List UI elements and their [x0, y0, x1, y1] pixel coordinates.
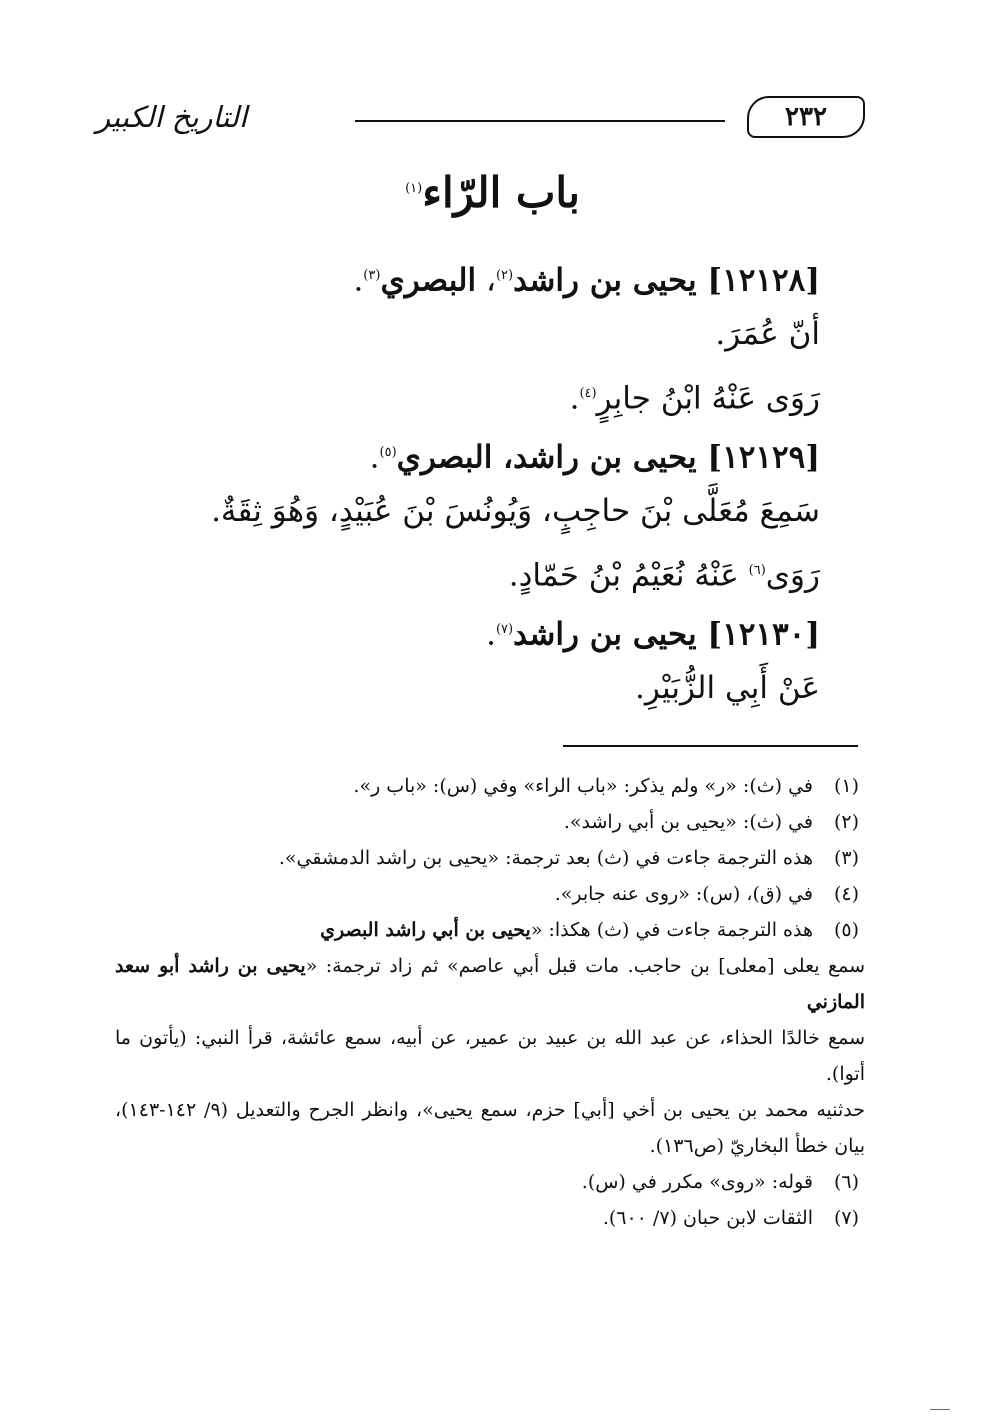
text-segment: سَمِعَ مُعَلَّى بْنَ حاجِبٍ، وَيُونُسَ بْنَ عُبَيْدٍ، وَهُوَ ثِقَةٌ. — [211, 493, 820, 529]
main-text — [140, 246, 820, 718]
page-bottom-mark — [930, 1409, 950, 1410]
footnote-text: الثقات لابن حبان (٧/ ٦٠٠). — [602, 1207, 813, 1229]
person-name: يحيى بن راشد، البصري — [396, 439, 697, 476]
header-rule — [355, 120, 725, 122]
footnote-text: قوله: «روى» مكرر في (س). — [581, 1171, 813, 1193]
book-title: التاريخ الكبير — [96, 100, 247, 134]
person-name: البصري — [380, 262, 477, 299]
footnote-4 — [115, 876, 865, 912]
text-segment: ، — [476, 262, 496, 299]
footnote-text — [115, 912, 813, 948]
footnote-number: (٦) — [833, 1171, 859, 1193]
footnote-2 — [115, 804, 865, 840]
chapter-title-text: باب الرّاء — [422, 168, 580, 217]
person-name: يحيى بن راشد — [513, 616, 697, 653]
footnote-number: (٤) — [833, 883, 859, 905]
chapter-title — [0, 168, 985, 217]
person-name: يحيى بن راشد — [513, 262, 697, 299]
footnote-number: (١) — [833, 775, 859, 797]
footnote-5-paragraph-1 — [115, 948, 865, 1020]
text-line — [140, 423, 820, 482]
text-segment: رَوَى — [765, 557, 820, 594]
text-segment: . — [569, 380, 580, 417]
text-segment: . — [353, 262, 364, 299]
chapter-title-footnote-ref: (١) — [405, 181, 423, 196]
footnote-6 — [115, 1164, 865, 1200]
text-line — [140, 541, 820, 600]
entry-number: [١٢١٢٩] — [696, 439, 820, 476]
footnote-text: في (ق)، (س): «روى عنه جابر». — [554, 883, 813, 905]
text-line — [140, 659, 820, 718]
footnote-text: في (ث): «يحيى بن أبي راشد». — [563, 811, 813, 833]
footnote-ref: (٦) — [748, 563, 766, 578]
text-segment: . — [486, 616, 496, 653]
footnote-7 — [115, 1200, 865, 1236]
footnote-text: هذه الترجمة جاءت في (ث) بعد ترجمة: «يحيى بن راشد الدمشقي». — [278, 847, 813, 869]
text-line — [140, 600, 820, 659]
footnote-5-plain: هذه الترجمة جاءت في (ث) هكذا: « — [530, 919, 813, 941]
footnote-number: (٣) — [833, 847, 859, 869]
footnote-5-bold: يحيى بن أبي راشد البصري — [320, 919, 531, 941]
text-segment: أنّ عُمَرَ. — [715, 316, 820, 352]
footnote-5-paragraph-3: حدثنيه محمد بن يحيى بن أخي [أبي] حزم، سمع يحيى»، وانظر الجرح والتعديل (٩/ ١٤٢-١٤٣)، بيان خطأ البخاريّ (ص١٣٦). — [115, 1099, 866, 1157]
text-segment: . — [369, 439, 380, 476]
text-line — [140, 305, 820, 364]
text-line — [140, 482, 820, 541]
text-segment: رَوَى عَنْهُ ابْنُ جابِرٍ — [596, 380, 820, 417]
footnote-5-paragraph-2: سمع خالدًا الحذاء، عن عبد الله بن عبيد بن عمير، عن أبيه، سمع عائشة، قرأ النبي: (يأتون ما أتوا). — [115, 1027, 865, 1085]
footnote-number: (٧) — [833, 1207, 859, 1229]
text-segment: عَنْ أَبِي الزُّبَيْرِ. — [635, 670, 820, 706]
footnote-text: في (ث): «ر» ولم يذكر: «باب الراء» وفي (س): «باب ر». — [353, 775, 813, 797]
footnote-number: (٢) — [833, 811, 859, 833]
footnote-ref: (٣) — [363, 268, 381, 283]
footnote-ref: (٤) — [579, 386, 597, 401]
footnote-divider — [563, 745, 858, 747]
footnote-1 — [115, 768, 865, 804]
entry-number: [١٢١٢٨] — [696, 262, 820, 299]
footnote-ref: (٥) — [379, 445, 397, 460]
text-line — [140, 364, 820, 423]
text-line — [140, 246, 820, 305]
page-header — [96, 92, 865, 142]
footnote-5 — [115, 912, 865, 948]
page-number-badge: ٢٣٢ — [747, 96, 865, 138]
footnote-5-p1-bold: يحيى بن راشد أبو سعد المازني — [115, 955, 865, 1013]
footnote-5-p1-plain: سمع يعلى [معلى] بن حاجب. مات قبل أبي عاصم» ثم زاد ترجمة: « — [305, 955, 865, 977]
footnotes — [115, 768, 865, 1236]
footnote-3 — [115, 840, 865, 876]
text-segment: عَنْهُ نُعَيْمُ بْنُ حَمّادٍ. — [508, 557, 749, 594]
footnote-number: (٥) — [833, 919, 859, 941]
footnote-ref: (٧) — [495, 622, 514, 637]
entry-number: [١٢١٣٠] — [696, 616, 820, 653]
footnote-ref: (٢) — [495, 268, 514, 283]
